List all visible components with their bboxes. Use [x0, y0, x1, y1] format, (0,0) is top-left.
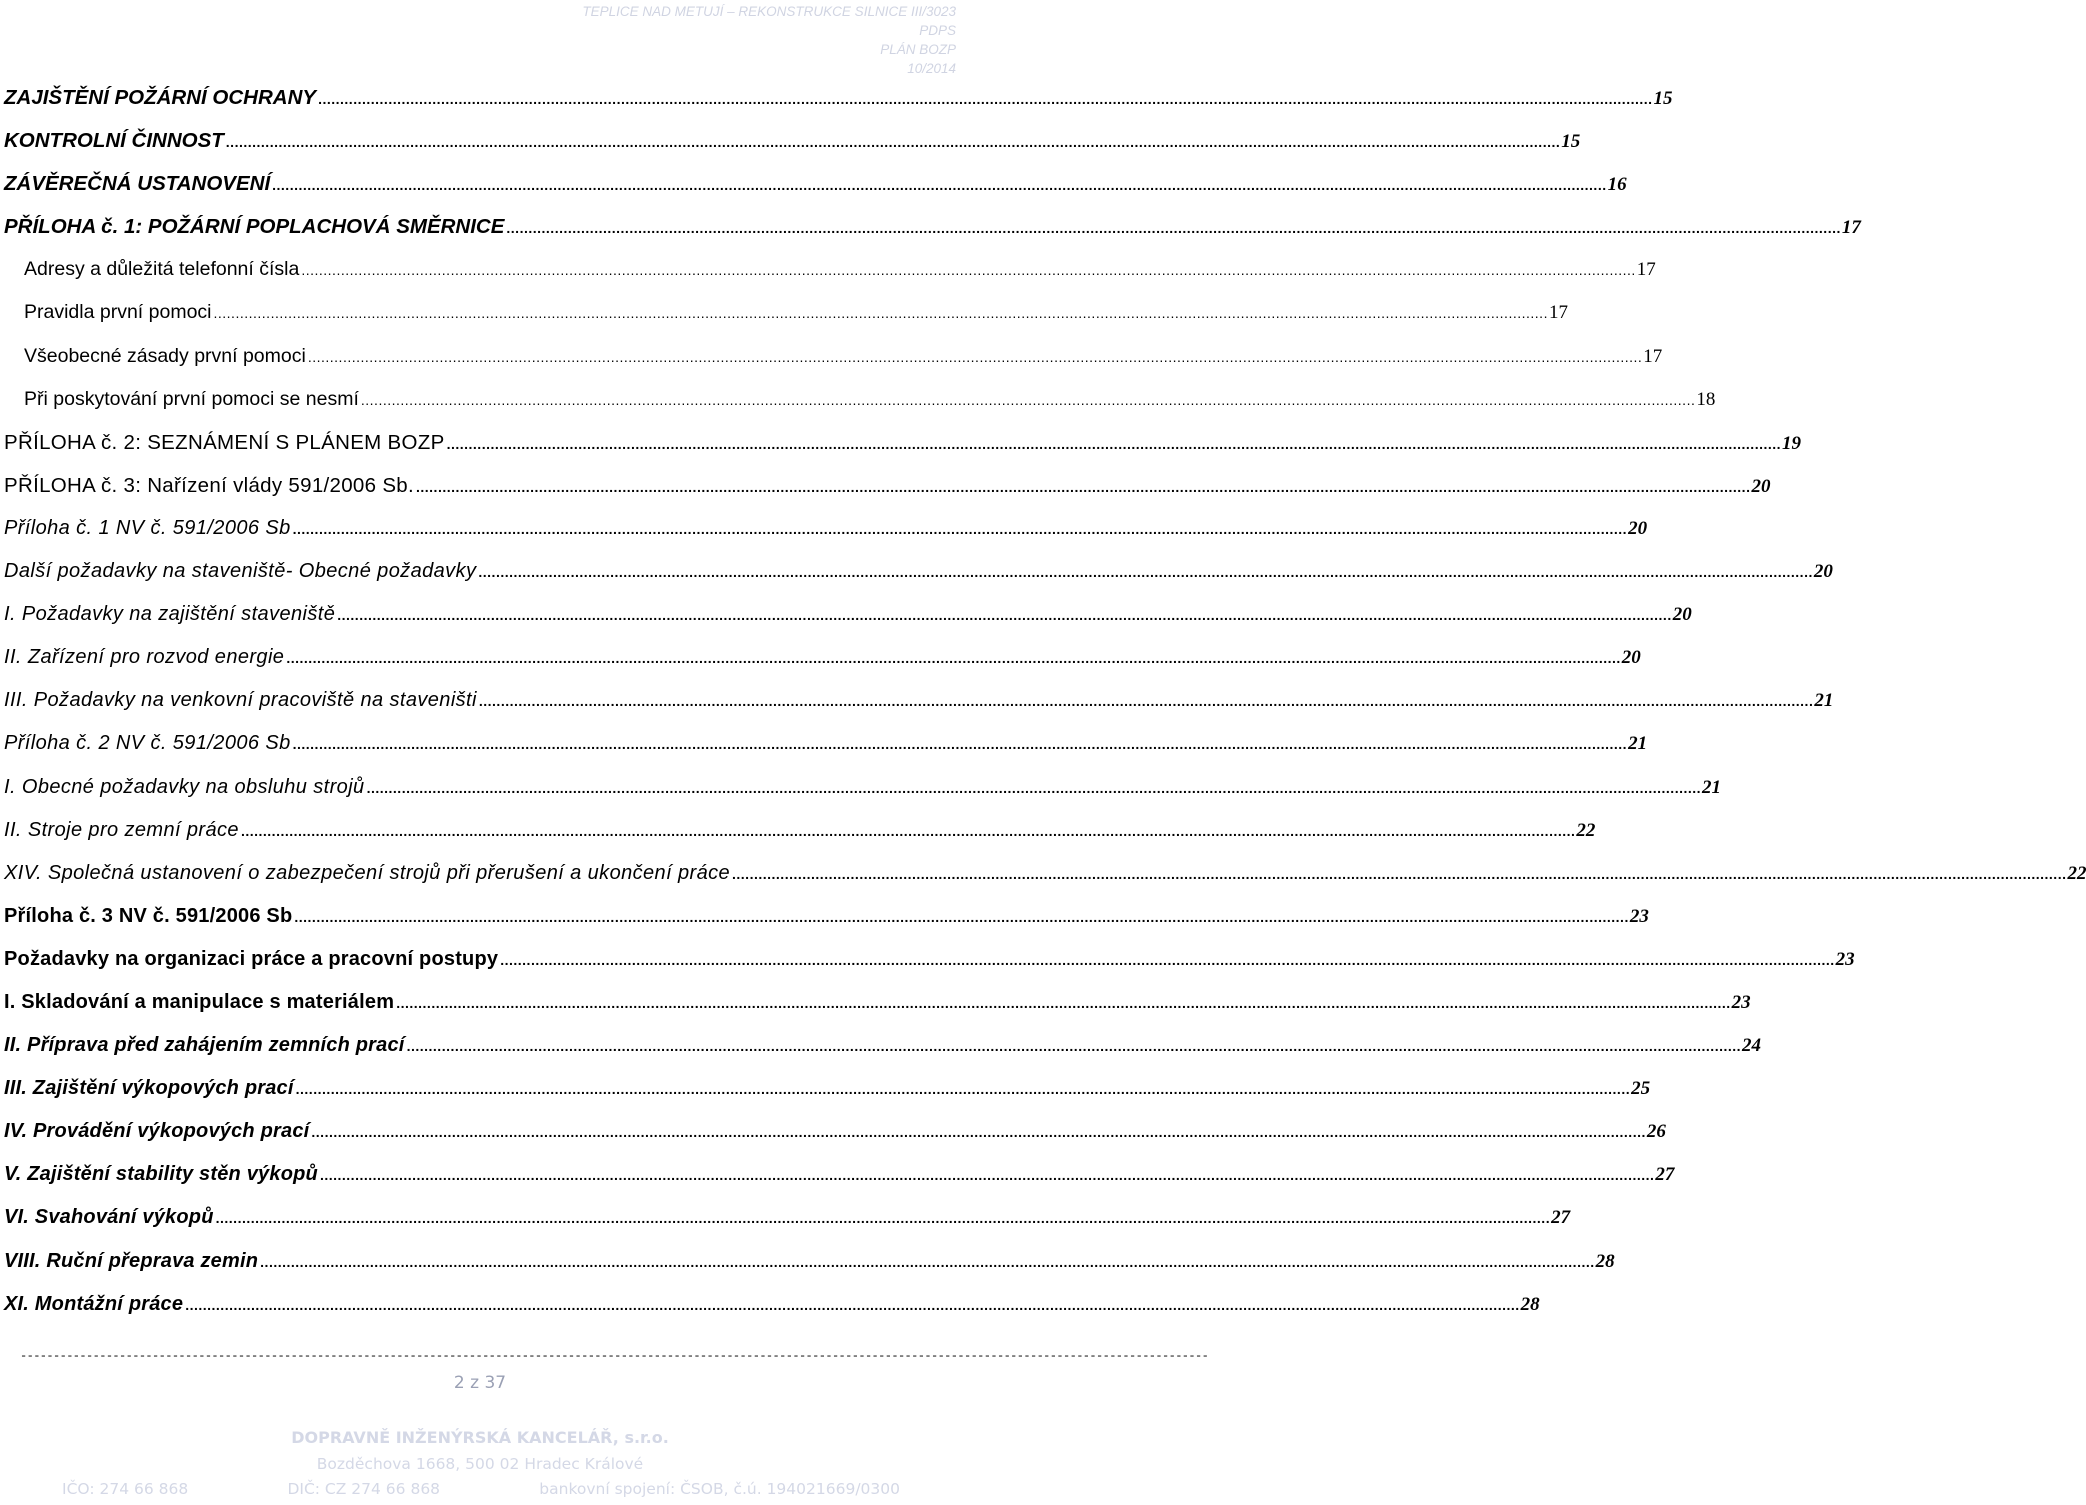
- toc-entry[interactable]: [4, 947, 1855, 991]
- toc-entry-title: PŘÍLOHA č. 3: Nařízení vlády 591/2006 Sb.: [4, 473, 414, 497]
- toc-entry-title: ZÁVĚREČNÁ USTANOVENÍ: [4, 172, 271, 196]
- footer-separator-line: ------------------------------------------------------------------------------------------------------------------------------------------------------------------------------------: [20, 1349, 1209, 1363]
- toc-entry[interactable]: [4, 344, 1663, 388]
- toc-entry[interactable]: [4, 1163, 1675, 1206]
- toc-entry[interactable]: [4, 387, 1716, 431]
- toc-leader-dots: [367, 780, 1701, 796]
- toc-entry[interactable]: [4, 215, 1861, 258]
- toc-entry-page: 20: [1751, 475, 1771, 497]
- toc-entry[interactable]: [4, 904, 1649, 948]
- page-header: [582, 2, 956, 78]
- toc-entry-page: 24: [1742, 1035, 1762, 1057]
- toc-entry-page: 27: [1655, 1164, 1675, 1186]
- footer-company-name: DOPRAVNĚ INŽENÝRSKÁ KANCELÁŘ, s.r.o.: [291, 1428, 669, 1447]
- footer-company-ids: [0, 1480, 960, 1498]
- toc-leader-dots: [337, 607, 1671, 623]
- footer-bank: bankovní spojení: ČSOB, č.ú. 194021669/0300: [539, 1480, 900, 1498]
- toc-entry-page: 20: [1672, 604, 1692, 626]
- toc-leader-dots: [293, 521, 1627, 537]
- toc-entry-page: 15: [1653, 88, 1673, 109]
- toc-entry-page: 23: [1629, 905, 1649, 927]
- toc-leader-dots: [260, 1254, 1594, 1270]
- footer-dic: DIČ: CZ 274 66 868: [287, 1480, 441, 1498]
- header-stage: PDPS: [919, 23, 956, 38]
- toc-entry-title: II. Zařízení pro rozvod energie: [4, 646, 285, 669]
- toc-leader-dots: [301, 262, 1635, 278]
- toc-entry-title: VI. Svahování výkopů: [4, 1206, 214, 1229]
- toc-entry-page: 22: [2067, 862, 2086, 884]
- toc-entry[interactable]: [4, 258, 1656, 301]
- toc-entry[interactable]: [4, 1206, 1571, 1249]
- toc-leader-dots: [311, 1124, 1645, 1140]
- toc-entry-title: Příloha č. 3 NV č. 591/2006 Sb: [4, 904, 293, 927]
- toc-entry-page: 20: [1621, 647, 1641, 669]
- toc-leader-dots: [479, 693, 1813, 709]
- toc-leader-dots: [732, 866, 2066, 882]
- toc-entry-title: Při poskytování první pomoci se nesmí: [24, 387, 359, 410]
- toc-entry-page: 17: [1636, 259, 1656, 281]
- toc-entry-page: 17: [1841, 217, 1861, 239]
- toc-leader-dots: [320, 1167, 1654, 1183]
- toc-leader-dots: [214, 305, 1548, 321]
- toc-leader-dots: [296, 1081, 1630, 1097]
- toc-entry-page: 22: [1576, 819, 1596, 841]
- toc-entry-page: 20: [1813, 561, 1833, 583]
- header-document: PLÁN BOZP: [880, 42, 956, 57]
- toc-entry-page: 21: [1702, 776, 1722, 798]
- toc-entry-title: V. Zajištění stability stěn výkopů: [4, 1163, 318, 1186]
- toc-entry-page: 20: [1628, 517, 1648, 539]
- toc-entry-page: 19: [1782, 432, 1802, 454]
- footer-ico: IČO: 274 66 868: [62, 1480, 189, 1498]
- toc-entry[interactable]: [4, 861, 2086, 905]
- toc-entry[interactable]: [4, 172, 1627, 215]
- toc-entry[interactable]: [4, 516, 1648, 560]
- toc-leader-dots: [407, 1038, 1741, 1054]
- toc-entry-title: Adresy a důležitá telefonní čísla: [24, 258, 300, 281]
- toc-entry-title: Všeobecné zásady první pomoci: [24, 344, 306, 367]
- toc-entry-title: PŘÍLOHA č. 1: POŽÁRNÍ POPLACHOVÁ SMĚRNICE: [4, 215, 505, 239]
- toc-entry[interactable]: [4, 775, 1722, 819]
- toc-leader-dots: [185, 1297, 1519, 1313]
- toc-leader-dots: [294, 909, 1628, 925]
- toc-entry-title: Požadavky na organizaci práce a pracovní postupy: [4, 947, 499, 970]
- toc-entry-page: 17: [1548, 302, 1568, 324]
- toc-leader-dots: [216, 1210, 1550, 1226]
- toc-entry[interactable]: [4, 1249, 1615, 1293]
- toc-entry-page: 28: [1520, 1293, 1540, 1315]
- toc-entry[interactable]: [4, 990, 1751, 1034]
- page-number: 2 z 37: [453, 1373, 507, 1393]
- toc-entry[interactable]: [4, 1077, 1651, 1120]
- toc-entry[interactable]: [4, 646, 1641, 689]
- toc-entry-page: 25: [1631, 1078, 1651, 1100]
- toc-entry-title: III. Zajištění výkopových prací: [4, 1077, 294, 1100]
- toc-entry-page: 17: [1643, 345, 1663, 367]
- toc-entry[interactable]: [4, 603, 1692, 646]
- toc-leader-dots: [293, 736, 1627, 752]
- toc-entry-title: VIII. Ruční přeprava zemin: [4, 1249, 259, 1272]
- toc-entry-page: 18: [1696, 388, 1716, 410]
- toc-leader-dots: [500, 952, 1834, 968]
- toc-leader-dots: [308, 349, 1642, 365]
- toc-leader-dots: [447, 436, 1781, 452]
- toc-entry[interactable]: [4, 86, 1673, 129]
- toc-entry[interactable]: [4, 732, 1648, 775]
- toc-entry-title: XIV. Společná ustanovení o zabezpečení strojů při přerušení a ukončení práce: [4, 861, 731, 884]
- toc-entry-title: II. Stroje pro zemní práce: [4, 818, 239, 841]
- toc-leader-dots: [226, 134, 1560, 150]
- toc-entry-title: Další požadavky na staveniště- Obecné požadavky: [4, 560, 477, 583]
- toc-entry[interactable]: [4, 129, 1581, 172]
- toc-entry-page: 26: [1646, 1121, 1666, 1143]
- toc-entry-page: 28: [1595, 1250, 1615, 1272]
- toc-leader-dots: [272, 177, 1606, 193]
- toc-entry-title: PŘÍLOHA č. 2: SEZNÁMENÍ S PLÁNEM BOZP: [4, 430, 445, 454]
- toc-entry-title: ZAJIŠTĚNÍ POŽÁRNÍ OCHRANY: [4, 86, 317, 109]
- toc-entry-page: 23: [1835, 948, 1855, 970]
- toc-entry-title: KONTROLNÍ ČINNOST: [4, 129, 224, 153]
- toc-entry-page: 15: [1561, 131, 1581, 153]
- toc-leader-dots: [286, 650, 1620, 666]
- toc-entry[interactable]: [4, 689, 1834, 732]
- toc-entry-page: 16: [1607, 174, 1627, 196]
- toc-entry[interactable]: [4, 473, 1771, 517]
- toc-entry-title: Pravidla první pomoci: [24, 301, 212, 324]
- toc-leader-dots: [506, 220, 1840, 236]
- toc-entry-title: IV. Provádění výkopových prací: [4, 1120, 310, 1143]
- toc-entry-title: I. Skladování a manipulace s materiálem: [4, 990, 395, 1013]
- toc-entry-title: II. Příprava před zahájením zemních prací: [4, 1034, 405, 1057]
- toc-entry[interactable]: [4, 1120, 1666, 1163]
- toc-leader-dots: [416, 479, 1750, 495]
- toc-entry-title: Příloha č. 2 NV č. 591/2006 Sb: [4, 732, 291, 755]
- toc-entry[interactable]: [4, 430, 1802, 474]
- toc-entry[interactable]: [4, 1292, 1540, 1336]
- toc-entry[interactable]: [4, 301, 1568, 344]
- toc-entry-title: I. Obecné požadavky na obsluhu strojů: [4, 775, 365, 798]
- toc-leader-dots: [318, 91, 1652, 107]
- toc-entry-title: XI. Montážní práce: [4, 1292, 184, 1315]
- toc-entry-page: 23: [1731, 991, 1751, 1013]
- toc-entry-page: 27: [1551, 1207, 1571, 1229]
- toc-leader-dots: [241, 823, 1575, 839]
- header-date: 10/2014: [907, 61, 956, 76]
- toc-leader-dots: [478, 564, 1812, 580]
- toc-entry[interactable]: [4, 818, 1596, 862]
- table-of-contents: [4, 86, 2086, 1336]
- toc-entry-title: Příloha č. 1 NV č. 591/2006 Sb: [4, 516, 291, 539]
- toc-entry[interactable]: [4, 1034, 1762, 1077]
- toc-entry-title: I. Požadavky na zajištění staveniště: [4, 603, 336, 626]
- footer-address: Bozděchova 1668, 500 02 Hradec Králové: [316, 1455, 644, 1473]
- toc-entry[interactable]: [4, 560, 1833, 603]
- toc-leader-dots: [396, 995, 1730, 1011]
- toc-leader-dots: [361, 392, 1695, 408]
- toc-entry-page: 21: [1814, 690, 1834, 712]
- header-project: TEPLICE NAD METUJÍ – REKONSTRUKCE SILNICE III/3023: [582, 4, 956, 19]
- toc-entry-page: 21: [1628, 733, 1648, 755]
- toc-entry-title: III. Požadavky na venkovní pracoviště na staveništi: [4, 689, 477, 712]
